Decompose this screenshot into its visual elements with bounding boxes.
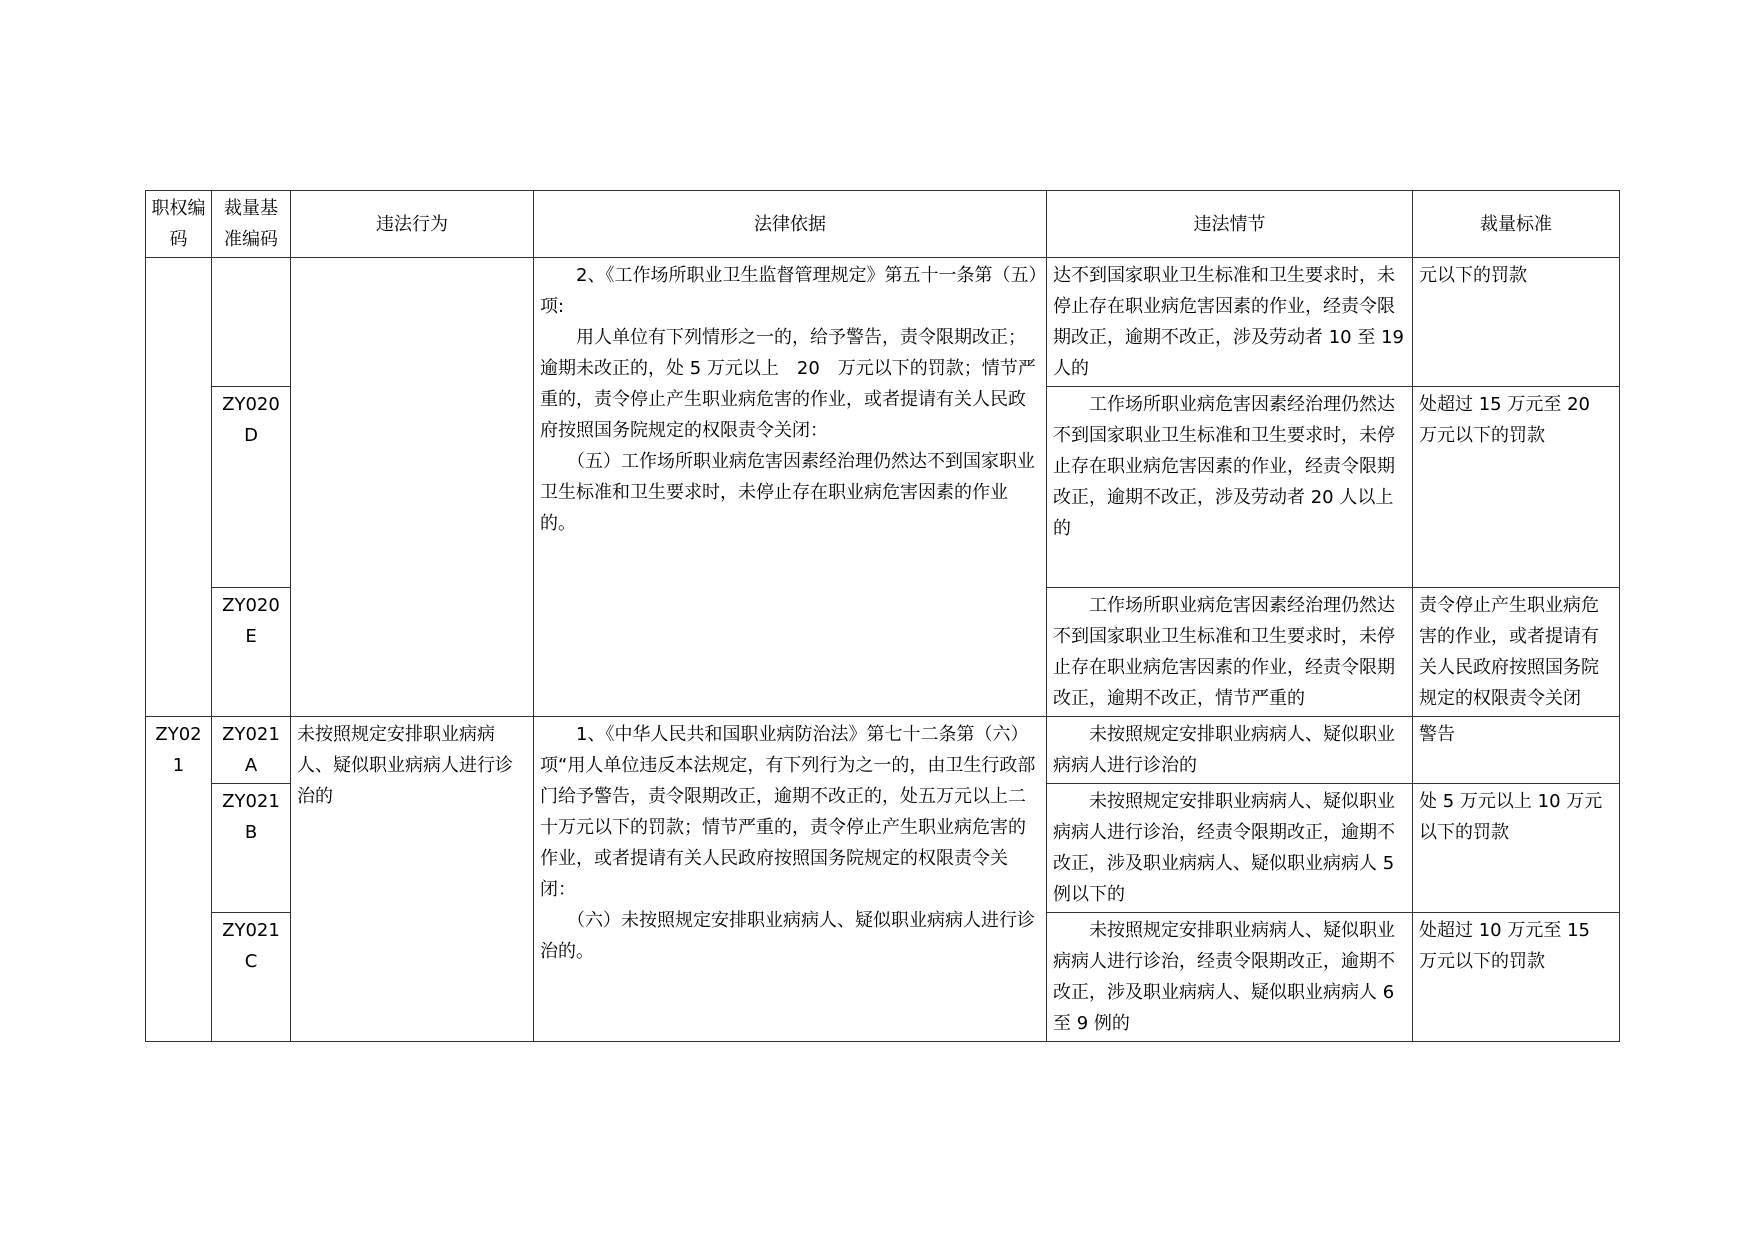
standard-code-cell: ZY021B — [212, 784, 291, 913]
header-standard: 裁量标准 — [1413, 191, 1620, 258]
legal-basis-line: 2、《工作场所职业卫生监督管理规定》第五十一条第（五）项: — [540, 265, 1038, 317]
standard-cell: 处超过 15 万元至 20 万元以下的罚款 — [1413, 387, 1620, 588]
legal-basis-line: 1、《中华人民共和国职业病防治法》第七十二条第（六）项“用人单位违反本法规定，有下列行为之一的，由卫生行政部门给予警告，责令限期改正，逾期不改正的，处五万元以上二十万元以下的罚款；情节严重的，责令停止产生职业病危害的作业，或者提请有关人民政府按照国务院规定的权限责令关闭： — [540, 724, 1036, 900]
table-row — [146, 258, 1620, 387]
standard-code-cell — [212, 258, 291, 387]
standard-cell: 责令停止产生职业病危害的作业，或者提请有关人民政府按照国务院规定的权限责令关闭 — [1413, 588, 1620, 717]
legal-basis-line: （五）工作场所职业病危害因素经治理仍然达不到国家职业卫生标准和卫生要求时，未停止存在职业病危害因素的作业的。 — [540, 451, 1035, 534]
header-authority-code: 职权编码 — [146, 191, 212, 258]
standard-cell: 处 5 万元以上 10 万元以下的罚款 — [1413, 784, 1620, 913]
table-header-row — [146, 191, 1620, 258]
standard-code-cell: ZY020D — [212, 387, 291, 588]
legal-basis-line: （六）未按照规定安排职业病病人、疑似职业病病人进行诊治的。 — [540, 910, 1035, 962]
standard-cell: 警告 — [1413, 717, 1620, 784]
circumstance-cell: 达不到国家职业卫生标准和卫生要求时，未停止存在职业病危害因素的作业，经责令限期改正，逾期不改正，涉及劳动者 10 至 19 人的 — [1047, 258, 1413, 387]
legal-basis-line: 用人单位有下列情形之一的，给予警告，责令限期改正；逾期未改正的，处 5 万元以上 20 万元以下的罚款；情节严重的，责令停止产生职业病危害的作业，或者提请有关人民政府按照国务院规定的权限责令关闭： — [540, 327, 1036, 441]
legal-basis-cell — [534, 258, 1047, 717]
violation-cell: 未按照规定安排职业病病人、疑似职业病病人进行诊治的 — [291, 717, 534, 1042]
circumstance-cell: 未按照规定安排职业病病人、疑似职业病病人进行诊治，经责令限期改正，逾期不改正，涉及职业病病人、疑似职业病病人 6 至 9 例的 — [1047, 913, 1413, 1042]
standard-code-cell: ZY020E — [212, 588, 291, 717]
circumstance-cell: 未按照规定安排职业病病人、疑似职业病病人进行诊治的 — [1047, 717, 1413, 784]
header-standard-code: 裁量基准编码 — [212, 191, 291, 258]
table-row — [146, 717, 1620, 784]
legal-basis-cell — [534, 717, 1047, 1042]
header-circumstance: 违法情节 — [1047, 191, 1413, 258]
standard-cell: 元以下的罚款 — [1413, 258, 1620, 387]
circumstance-cell: 未按照规定安排职业病病人、疑似职业病病人进行诊治，经责令限期改正，逾期不改正，涉及职业病病人、疑似职业病病人 5 例以下的 — [1047, 784, 1413, 913]
discretion-standard-table — [145, 190, 1620, 1042]
circumstance-cell: 工作场所职业病危害因素经治理仍然达不到国家职业卫生标准和卫生要求时，未停止存在职业病危害因素的作业，经责令限期改正，逾期不改正，涉及劳动者 20 人以上的 — [1047, 387, 1413, 588]
violation-cell — [291, 258, 534, 717]
circumstance-cell: 工作场所职业病危害因素经治理仍然达不到国家职业卫生标准和卫生要求时，未停止存在职业病危害因素的作业，经责令限期改正，逾期不改正，情节严重的 — [1047, 588, 1413, 717]
standard-cell: 处超过 10 万元至 15 万元以下的罚款 — [1413, 913, 1620, 1042]
authority-code-cell — [146, 258, 212, 717]
header-violation: 违法行为 — [291, 191, 534, 258]
standard-code-cell: ZY021A — [212, 717, 291, 784]
header-legal-basis: 法律依据 — [534, 191, 1047, 258]
standard-code-cell: ZY021C — [212, 913, 291, 1042]
authority-code-cell: ZY021 — [146, 717, 212, 1042]
